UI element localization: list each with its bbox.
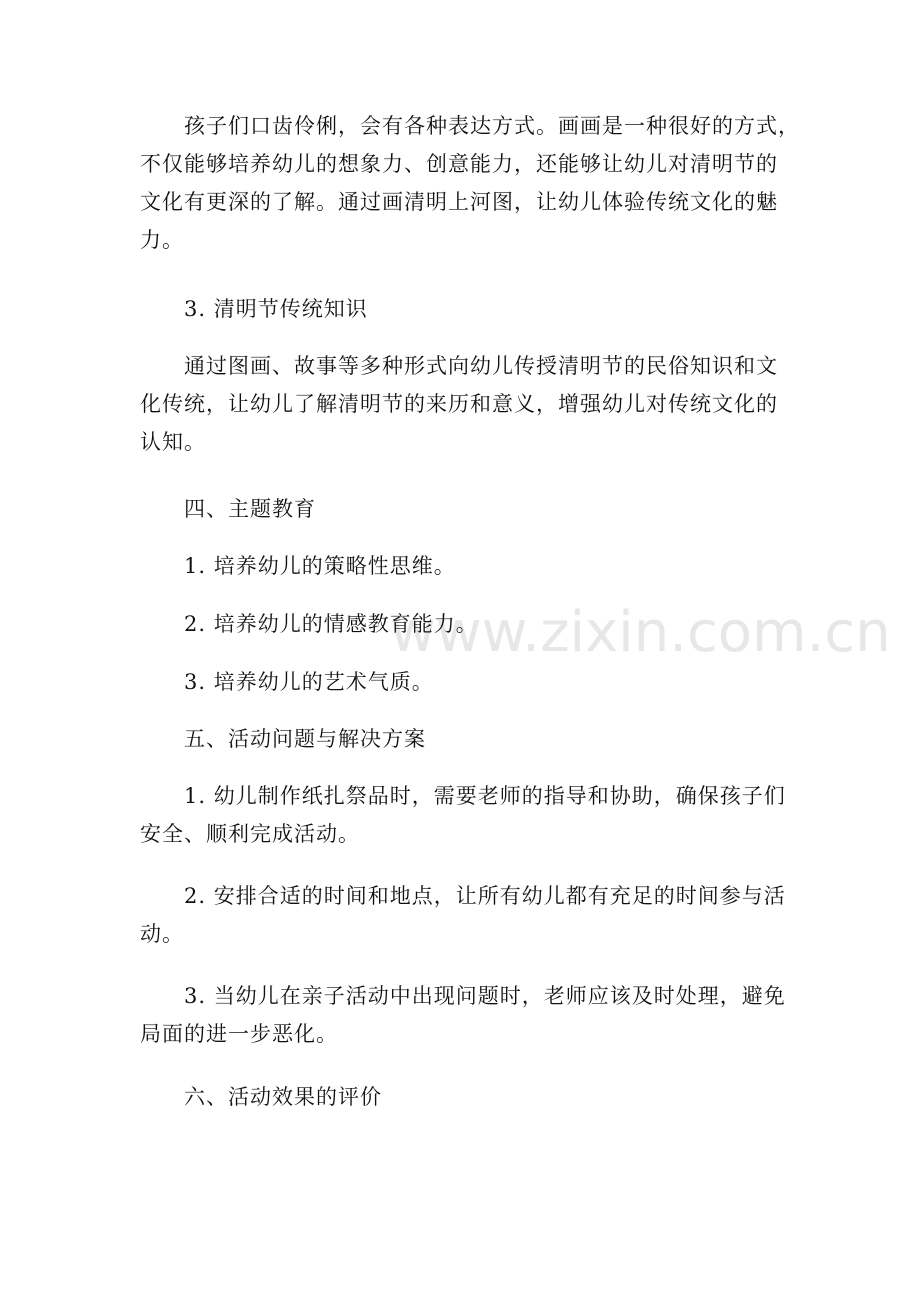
- paragraph-line: 通过图画、故事等多种形式向幼儿传授清明节的民俗知识和文: [184, 354, 778, 378]
- paragraph-line: 2. 安排合适的时间和地点，让所有幼儿都有充足的时间参与活: [184, 884, 786, 908]
- paragraph-solution-1: [140, 777, 790, 853]
- paragraph-line: 3. 当幼儿在亲子活动中出现问题时，老师应该及时处理，避免: [184, 984, 786, 1008]
- heading-traditional-knowledge: 3. 清明节传统知识: [184, 297, 368, 321]
- paragraph-traditional-knowledge: [140, 347, 790, 461]
- list-item-emotional-education: 2. 培养幼儿的情感教育能力。: [184, 612, 478, 636]
- paragraph-line: 化传统，让幼儿了解清明节的来历和意义，增强幼儿对传统文化的: [140, 392, 778, 416]
- paragraph-line: 局面的进一步恶化。: [140, 1022, 338, 1046]
- paragraph-line: 文化有更深的了解。通过画清明上河图，让幼儿体验传统文化的魅: [140, 190, 778, 214]
- heading-theme-education: 四、主题教育: [184, 497, 316, 521]
- paragraph-line: 1. 幼儿制作纸扎祭品时，需要老师的指导和协助，确保孩子们: [184, 784, 786, 808]
- paragraph-solution-3: [140, 977, 790, 1053]
- watermark: www.zixin.com.cn: [390, 600, 891, 665]
- heading-problems-solutions: 五、活动问题与解决方案: [184, 727, 426, 751]
- paragraph-line: 认知。: [140, 430, 206, 454]
- paragraph-line: 动。: [140, 922, 184, 946]
- paragraph-line: 孩子们口齿伶俐，会有各种表达方式。画画是一种很好的方式，: [184, 114, 800, 138]
- heading-evaluation: 六、活动效果的评价: [184, 1085, 382, 1109]
- paragraph-drawing: [140, 107, 800, 259]
- paragraph-line: 力。: [140, 228, 184, 252]
- paragraph-solution-2: [140, 877, 790, 953]
- paragraph-line: 安全、顺利完成活动。: [140, 822, 360, 846]
- paragraph-line: 不仅能够培养幼儿的想象力、创意能力，还能够让幼儿对清明节的: [140, 152, 778, 176]
- list-item-artistic-temperament: 3. 培养幼儿的艺术气质。: [184, 670, 434, 694]
- list-item-strategic-thinking: 1. 培养幼儿的策略性思维。: [184, 554, 456, 578]
